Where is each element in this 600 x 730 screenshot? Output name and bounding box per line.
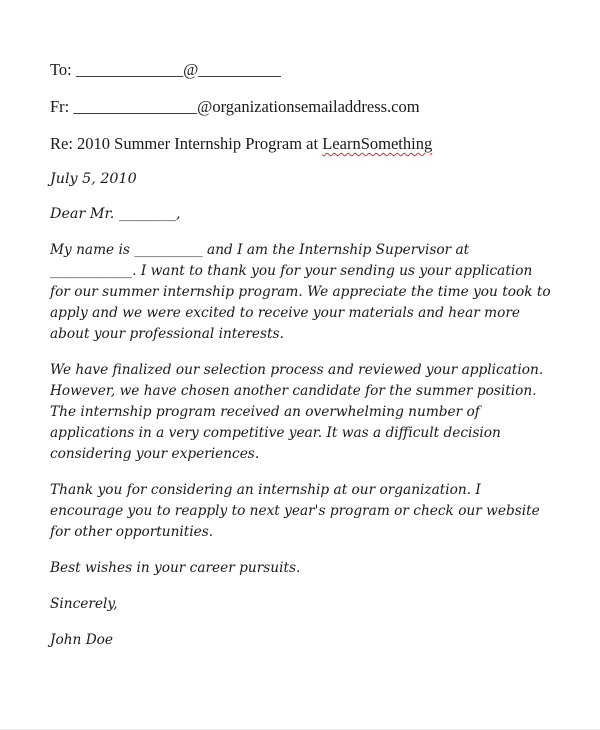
paragraph-2 — [50, 360, 580, 465]
letter-body — [50, 58, 580, 666]
paragraph-line: for other opportunities. — [50, 524, 214, 540]
company-name: LearnSomething — [322, 134, 433, 153]
paragraph-line: We have finalized our selection process and reviewed your application. — [50, 362, 544, 378]
letter-date: July 5, 2010 — [50, 171, 137, 187]
subject-line — [50, 132, 580, 155]
closing-wish: Best wishes in your career pursuits. — [50, 560, 301, 576]
from-line: Fr: _______________@organizationsemailaddress.com — [50, 97, 420, 116]
paragraph-line: Thank you for considering an internship at our organization. I — [50, 482, 481, 498]
paragraph-line: about your professional interests. — [50, 326, 284, 342]
to-line: To: _____________@__________ — [50, 60, 281, 79]
paragraph-1 — [50, 240, 580, 345]
paragraph-line: The internship program received an overwhelming number of — [50, 404, 480, 420]
paragraph-line: ____________. I want to thank you for your sending us your application — [50, 263, 533, 279]
paragraph-line: However, we have chosen another candidate for the summer position. — [50, 383, 537, 399]
paragraph-line: for our summer internship program. We appreciate the time you took to — [50, 284, 551, 300]
paragraph-3 — [50, 480, 580, 543]
salutation: Dear Mr. ________, — [50, 206, 181, 222]
paragraph-line: encourage you to reapply to next year's program or check our website — [50, 503, 540, 519]
subject-prefix: Re: 2010 Summer Internship Program at — [50, 134, 323, 153]
paragraph-line: apply and we were excited to receive your materials and hear more — [50, 305, 521, 321]
paragraph-line: considering your experiences. — [50, 446, 260, 462]
paragraph-line: applications in a very competitive year. It was a difficult decision — [50, 425, 501, 441]
signature: John Doe — [50, 632, 114, 648]
signoff: Sincerely, — [50, 596, 118, 612]
paragraph-line: My name is __________ and I am the Internship Supervisor at — [50, 242, 470, 258]
